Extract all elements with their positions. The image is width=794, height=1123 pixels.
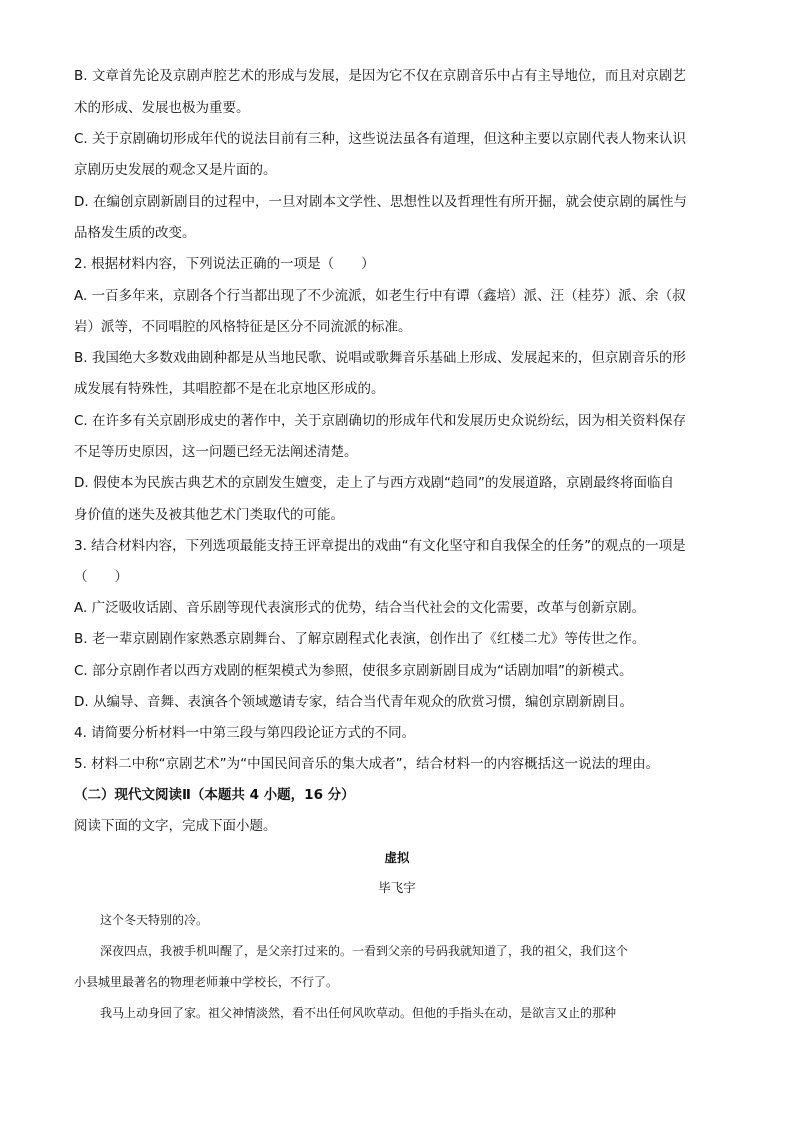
question-5: 5. 材料二中称“京剧艺术”为“中国民间音乐的集大成者”，结合材料一的内容概括这一说法的理由。 bbox=[74, 756, 660, 772]
text-line: A. 广泛吸收话剧、音乐剧等现代表演形式的优势，结合当代社会的文化需要，改革与创新京剧。 bbox=[74, 600, 646, 616]
text-line: （ ） bbox=[74, 569, 128, 585]
instruction: 阅读下面的文字，完成下面小题。 bbox=[74, 818, 277, 834]
text-line: 京剧历史发展的观念又是片面的。 bbox=[74, 162, 277, 178]
text-line: B. 文章首先论及京剧声腔艺术的形成与发展，是因为它不仅在京剧音乐中占有主导地位，而且对京剧艺 bbox=[74, 68, 686, 84]
question-3-stem: 3. 结合材料内容，下列选项最能支持王评章提出的戏曲“有文化坚守和自我保全的任务”的观点的一项是 bbox=[74, 538, 686, 554]
text-line: 身价值的迷失及被其他艺术门类取代的可能。 bbox=[74, 507, 344, 523]
text-line: 成发展有特殊性，其唱腔都不是在北京地区形成的。 bbox=[74, 381, 385, 397]
story-line: 这个冬天特别的冷。 bbox=[100, 913, 209, 927]
text-line: B. 老一辈京剧剧作家熟悉京剧舞台、了解京剧程式化表演，创作出了《红楼二尤》等传世之作。 bbox=[74, 631, 646, 647]
text-line: C. 部分京剧作者以西方戏剧的框架模式为参照，使很多京剧新剧目成为“话剧加唱”的新模式。 bbox=[74, 663, 633, 679]
text-line: B. 我国绝大多数戏曲剧种都是从当地民歌、说唱或歌舞音乐基础上形成、发展起来的，但京剧音乐的形 bbox=[74, 350, 686, 366]
text-line: D. 假使本为民族古典艺术的京剧发生嬗变，走上了与西方戏剧“趋同”的发展道路，京剧最终将面临自 bbox=[74, 475, 674, 491]
text-line: 品格发生质的改变。 bbox=[74, 225, 196, 241]
text-line: 岩）派等，不同唱腔的风格特征是区分不同流派的标准。 bbox=[74, 319, 412, 335]
story-line: 深夜四点，我被手机叫醒了，是父亲打过来的。一看到父亲的号码我就知道了，我的祖父，我们这个 bbox=[100, 944, 629, 958]
story-line: 我马上动身回了家。祖父神情淡然，看不出任何风吹草动。但他的手指头在动，是欲言又止的那种 bbox=[100, 1006, 617, 1020]
text-line: 术的形成、发展也极为重要。 bbox=[74, 100, 250, 116]
story-line: 小县城里最著名的物理老师兼中学校长，不行了。 bbox=[74, 975, 339, 989]
text-line: D. 在编创京剧新剧目的过程中，一旦对剧本文学性、思想性以及哲理性有所开掘，就会使京剧的属性与 bbox=[74, 194, 687, 210]
text-line: 不足等历史原因，这一问题已经无法阐述清楚。 bbox=[74, 444, 358, 460]
story-title: 虚拟 bbox=[384, 850, 410, 865]
question-4: 4. 请简要分析材料一中第三段与第四段论证方式的不同。 bbox=[74, 725, 416, 741]
question-2-stem: 2. 根据材料内容，下列说法正确的一项是（ ） bbox=[74, 256, 375, 272]
section-heading: （二）现代文阅读Ⅱ（本题共 4 小题，16 分） bbox=[74, 787, 355, 803]
story-author: 毕飞宇 bbox=[378, 880, 416, 895]
text-line: A. 一百多年来，京剧各个行当都出现了不少流派，如老生行中有谭（鑫培）派、汪（桂芬）派、余（叔 bbox=[74, 288, 686, 304]
text-line: C. 在许多有关京剧形成史的著作中，关于京剧确切的形成年代和发展历史众说纷纭，因为相关资料保存 bbox=[74, 413, 687, 429]
text-line: D. 从编导、音舞、表演各个领域邀请专家，结合当代青年观众的欣赏习惯，编创京剧新剧目。 bbox=[74, 694, 633, 710]
text-line: C. 关于京剧确切形成年代的说法目前有三种，这些说法虽各有道理，但这种主要以京剧代表人物来认识 bbox=[74, 131, 687, 147]
